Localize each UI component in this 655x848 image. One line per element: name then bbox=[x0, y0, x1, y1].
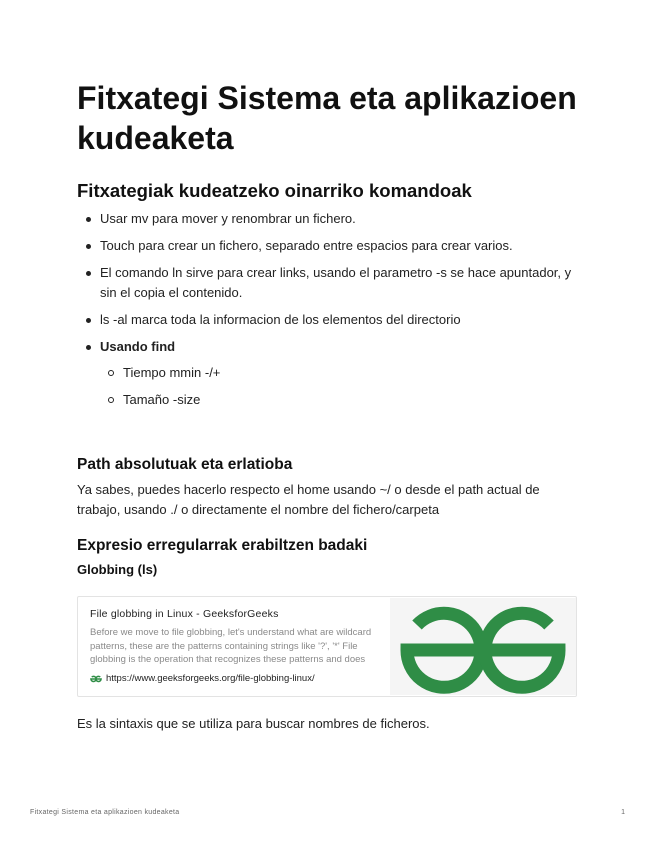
commands-list bbox=[77, 209, 579, 417]
list-item: ls -al marca toda la informacion de los elementos del directorio bbox=[77, 310, 579, 330]
footer-document-title: Fitxategi Sistema eta aplikazioen kudeaketa bbox=[30, 809, 180, 816]
section-heading-commands: Fitxategiak kudeatzeko oinarriko komandoak bbox=[77, 180, 472, 201]
link-preview-card[interactable] bbox=[77, 596, 577, 697]
card-url: https://www.geeksforgeeks.org/file-globbing-linux/ bbox=[106, 673, 315, 684]
card-description: Before we move to file globbing, let's understand what are wildcard patterns, these are the patterns containing strings like '?', '*' File globbing is the operation that recognizes these patterns and does bbox=[90, 627, 372, 666]
card-url-row[interactable] bbox=[90, 673, 382, 685]
geeksforgeeks-favicon-icon bbox=[90, 675, 102, 683]
list-item: El comando ln sirve para crear links, usando el parametro -s se hace apuntador, y sin el copia el contenido. bbox=[77, 263, 579, 303]
globbing-paragraph: Es la sintaxis que se utiliza para buscar nombres de ficheros. bbox=[77, 716, 430, 731]
card-title[interactable]: File globbing in Linux - GeeksforGeeks bbox=[90, 608, 279, 620]
footer-page-number: 1 bbox=[621, 809, 625, 816]
page-title: Fitxategi Sistema eta aplikazioen kudeaketa bbox=[77, 80, 577, 156]
list-item-find bbox=[77, 337, 579, 410]
card-text bbox=[90, 607, 382, 685]
find-sublist bbox=[100, 363, 579, 410]
list-item: Usar mv para mover y renombrar un fichero. bbox=[77, 209, 579, 229]
globbing-subheading: Globbing (ls) bbox=[77, 562, 158, 577]
sublist-item: Tiempo mmin -/+ bbox=[100, 363, 579, 383]
card-thumbnail bbox=[390, 598, 576, 695]
section-heading-regex: Expresio erregularrak erabiltzen badaki bbox=[77, 537, 368, 554]
geeksforgeeks-logo-icon bbox=[390, 598, 576, 695]
find-label: Usando find bbox=[100, 339, 176, 354]
list-item: Touch para crear un fichero, separado entre espacios para crear varios. bbox=[77, 236, 579, 256]
paths-paragraph: Ya sabes, puedes hacerlo respecto el home usando ~/ o desde el path actual de trabajo, usando ./ o directamente el nombre del fichero/carpeta bbox=[77, 482, 540, 517]
sublist-item: Tamaño -size bbox=[100, 390, 579, 410]
section-heading-paths: Path absolutuak eta erlatioba bbox=[77, 456, 293, 473]
